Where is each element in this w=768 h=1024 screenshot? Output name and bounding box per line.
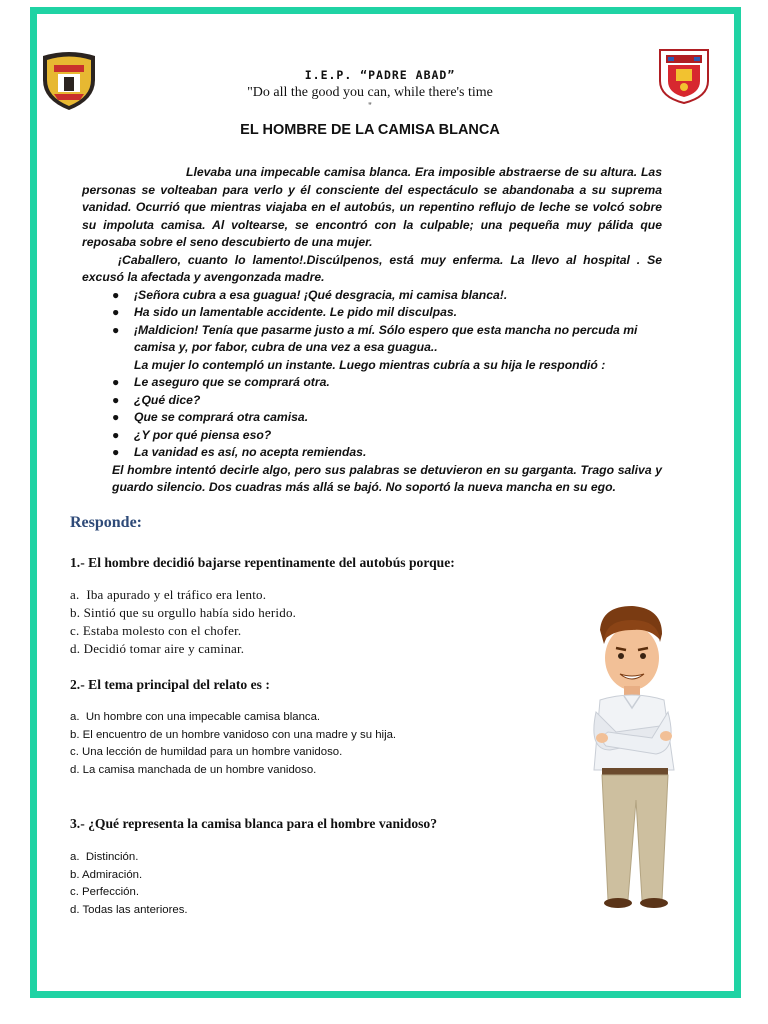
dialogue-item: ● Ha sido un lamentable accidente. Le pido mil disculpas. [112, 304, 662, 322]
story-text [82, 164, 662, 497]
bullet-icon: ● [112, 427, 120, 442]
dialogue-item: ● La vanidad es así, no acepta remiendas. [112, 444, 662, 462]
dialogue-list-1 [82, 287, 662, 357]
story-title: EL HOMBRE DE LA CAMISA BLANCA [240, 122, 500, 138]
dialogue-item: ● Le aseguro que se comprará otra. [112, 374, 662, 392]
bullet-icon: ● [112, 375, 120, 389]
bullet-icon: ● [112, 322, 120, 337]
option-d: d. Decidió tomar aire y caminar. [70, 641, 245, 656]
question-2-options [70, 709, 396, 779]
question-1: 1.- El hombre decidió bajarse repentinamente del autobús porque: [70, 555, 455, 570]
question-2: 2.- El tema principal del relato es : [70, 677, 270, 692]
option-a: a. Iba apurado y el tráfico era lento. [70, 587, 267, 602]
school-crest-left [40, 50, 98, 112]
question-1-options [70, 586, 296, 658]
motto-line-tail: " [368, 101, 372, 111]
option-b: b. Sintió que su orgullo había sido herido. [70, 605, 297, 620]
option-c: c. Estaba molesto con el chofer. [70, 623, 242, 638]
option-c: c. Perfección. [70, 886, 140, 899]
dialogue-item: ● Que se comprará otra camisa. [112, 409, 662, 427]
option-a: a. Distinción. [70, 851, 139, 863]
question-3: 3.- ¿Qué representa la camisa blanca para el hombre vanidoso? [70, 816, 438, 831]
story-paragraph-1: Llevaba una impecable camisa blanca. Era imposible abstraerse de su altura. Las personas se volteaban para verlo y él consciente del espectáculo se abandonaba a su suprema vanidad. Ocurrió que mientras viajaba en el autobús, un repentino reflujo de leche se volcó sobre su impoluta camisa. Al voltearse, se encontró con la culpable; una pequeña muy pálida que reposaba sobre el seno descubierto de una mujer. [82, 165, 662, 249]
school-name: I.E.P. “PADRE ABAD” [304, 68, 456, 82]
bullet-icon: ● [112, 305, 120, 319]
school-motto [200, 84, 540, 111]
story-middle: La mujer lo contempló un instante. Luego mientras cubría a su hija le respondió : [134, 357, 606, 372]
option-c: c. Una lección de humildad para un hombre vanidoso. [70, 746, 343, 759]
option-b: b. El encuentro de un hombre vanidoso con una madre y su hija. [70, 728, 397, 741]
story-ending: El hombre intentó decirle algo, pero sus palabras se detuvieron en su garganta. Trago saliva y guardo silencio. Dos cuadras más allá se bajó. No soportó la nueva mancha en su ego. [112, 462, 662, 494]
bullet-icon: ● [112, 445, 120, 459]
option-b: b. Admiración. [70, 868, 143, 881]
option-a: a. Un hombre con una impecable camisa blanca. [70, 711, 321, 723]
bullet-icon: ● [112, 410, 120, 424]
bullet-icon: ● [112, 287, 120, 302]
bullet-icon: ● [112, 392, 120, 407]
dialogue-item: ● ¿Y por qué piensa eso? [112, 427, 662, 445]
dialogue-item: ● ¡Maldicion! Tenía que pasarme justo a mí. Sólo espero que esta mancha no percuda mi camisa y, por fabor, cubra de una vez a esa guagua.. [112, 322, 638, 354]
dialogue-item: ● ¡Señora cubra a esa guagua! ¡Qué desgracia, mi camisa blanca!. [112, 287, 662, 305]
motto-line: "Do all the good you can, while there's time [247, 85, 493, 100]
questions-heading: Responde: [70, 514, 143, 531]
option-d: d. La camisa manchada de un hombre vanidoso. [70, 763, 317, 776]
option-d: d. Todas las anteriores. [70, 903, 188, 916]
dialogue-item: ● ¿Qué dice? [112, 392, 662, 410]
question-3-options [70, 849, 188, 919]
man-illustration [570, 600, 700, 920]
school-crest-right [658, 47, 710, 105]
story-paragraph-2: ¡Caballero, cuanto lo lamento!.Discúlpenos, está muy enferma. La llevo al hospital . Se excusó la afectada y avengonzada madre. [82, 252, 662, 284]
dialogue-list-2 [82, 374, 662, 462]
